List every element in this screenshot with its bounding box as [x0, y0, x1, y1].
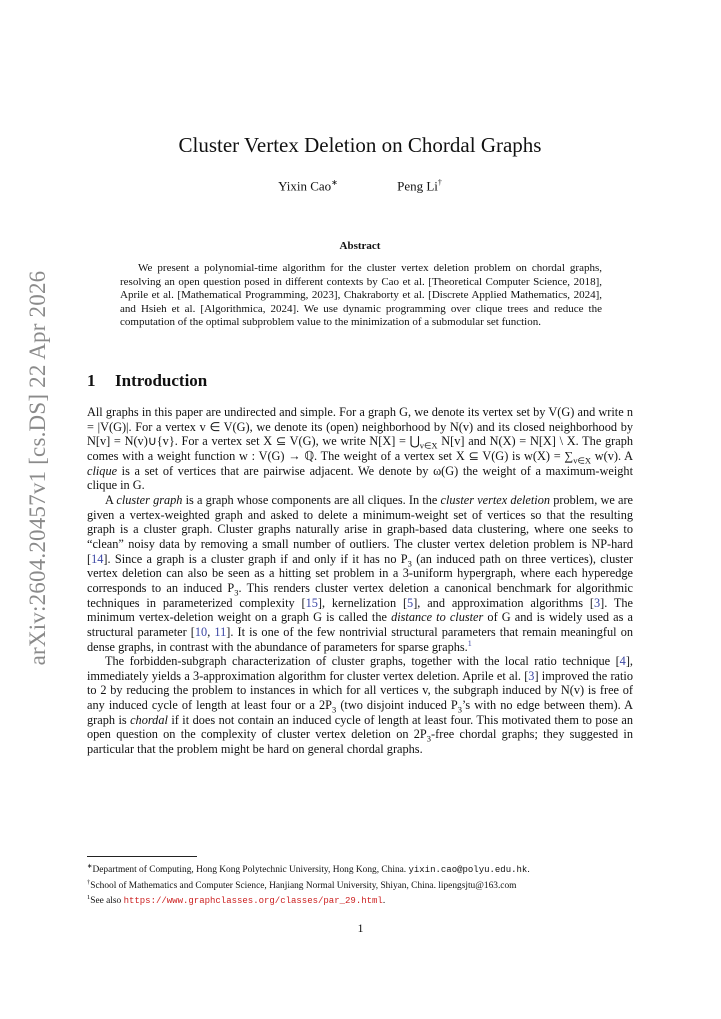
author-mark: † [437, 178, 442, 187]
footnote-text: Department of Computing, Hong Kong Polytechnic University, Hong Kong, China. [92, 865, 409, 876]
text-run: if it does not contain an induced cycle of length at least four. This motivated them to pose an open question on the complexity of cluster vertex deletion on 2P [87, 712, 633, 742]
citation-link[interactable]: 3 [593, 595, 601, 610]
citation-link[interactable]: 15 [305, 595, 318, 610]
page-number: 1 [357, 921, 364, 935]
section-title: Introduction [115, 371, 208, 390]
footnote-3 [87, 892, 647, 908]
emphasis: cluster vertex deletion [440, 492, 551, 507]
text-run: , [207, 624, 215, 639]
citation-link[interactable]: 10 [194, 624, 208, 639]
text-run: of G and is widely used as a structural parameter [ [87, 610, 633, 639]
citation-link[interactable]: 4 [619, 654, 626, 669]
citation-link[interactable]: 5 [407, 595, 414, 610]
subscript: 3 [234, 587, 239, 598]
paragraph-1 [87, 405, 633, 493]
subscript: 3 [426, 733, 432, 744]
footnote-mark: 1 [87, 894, 91, 902]
footnote-mark: ∗ [87, 863, 93, 870]
text-run: ] improved the ratio to 2 by reducing the problem to instances in which for all vertices v, the subgraph induced by N(v) is free of any induced cycle of length at least four or a 2P [87, 668, 633, 713]
footnote-ref[interactable]: 1 [467, 638, 472, 648]
arxiv-identifier: arXiv:2604.20457v1 [cs.DS] 22 Apr 2026 [25, 270, 50, 666]
author-2 [397, 178, 442, 194]
subscript: 3 [457, 704, 463, 715]
text-run: ]. The minimum vertex-deletion weight on a graph G is called the [87, 595, 634, 625]
abstract-text: We present a polynomial-time algorithm for the cluster vertex deletion problem on chordal graphs, resolving an open question posed in different contexts by Cao et al. [Theoretical Computer Science, 2018], Aprile et al. [Mathematical Programming, 2023], Chakraborty et al. [Discrete Applied Mathematics, 2024], and Hsieh et al. [Algorithmica, 2024]. We use dynamic programming over clique trees and reduce the computation of the optimal subproblem value to the minimization of a submodular set function. [120, 262, 602, 329]
footnote-text: . [382, 896, 386, 907]
text-run: is a set of vertices that are pairwise adjacent. We denote by ω(G) the weight of a maximum-weight clique in G. [87, 463, 633, 493]
footnote-text: . [527, 865, 530, 876]
citation-link[interactable]: 11 [214, 624, 227, 639]
emphasis: distance to cluster [391, 610, 484, 625]
url-link[interactable]: https://www.graphclasses.org/classes/par_29.html [123, 896, 383, 907]
footnotes [87, 861, 647, 908]
text-run: A [105, 492, 117, 507]
subscript: 3 [407, 558, 412, 569]
subscript: 3 [331, 704, 337, 715]
paper-title: Cluster Vertex Deletion on Chordal Graphs [178, 133, 542, 157]
paragraph-3 [87, 654, 633, 757]
text-run: problem, we are given a vertex-weighted graph and asked to delete a minimum-weight set of vertices so that the resulting graph is a cluster graph. Cluster graphs naturally arise in graph-based data clustering, where one seeks to “clean” noisy data by removing a small number of outliers. The cluster vertex deletion problem is NP-hard [ [87, 492, 634, 566]
citation-link[interactable]: 14 [91, 551, 104, 566]
emphasis: clique [87, 463, 118, 478]
author-list [87, 178, 633, 194]
text-run: (an induced path on three vertices), cluster vertex deletion can also be seen as a hitting set problem in a 3-uniform hypergraph, where each hyperedge corresponds to an induced P [87, 551, 634, 595]
subscript: v∈X [573, 455, 591, 466]
footnote-text: See also [90, 896, 124, 907]
subscript: v∈X [419, 440, 438, 451]
intro-body [87, 405, 633, 757]
text-run: ]. Since a graph is a cluster graph if and only if it has no P [103, 551, 408, 566]
arxiv-sidebar [0, 0, 76, 1019]
text-run: (two disjoint induced P [336, 698, 458, 713]
footnote-2 [87, 877, 647, 893]
footnote-text: School of Mathematics and Computer Science, Hanjiang Normal University, Shiyan, China. lipengsjtu@163.com [90, 880, 517, 891]
text-run: is a graph whose components are all cliques. In the [182, 492, 441, 507]
author-mark: ∗ [331, 178, 338, 187]
abstract-heading: Abstract [339, 240, 381, 252]
emphasis: cluster graph [116, 492, 183, 507]
text-run: -free chordal graphs; they suggested in particular that the problem might be hard on general chordal graphs. [87, 727, 633, 757]
section-heading [87, 371, 207, 391]
section-number: 1 [87, 371, 96, 390]
citation-link[interactable]: 3 [528, 668, 535, 683]
text-run: The forbidden-subgraph characterization of cluster graphs, together with the local ratio technique [ [105, 654, 620, 669]
text-run: All graphs in this paper are undirected and simple. For a graph G, we denote its vertex set by V(G) and write n = |V(G)|. For a vertex v ∈ V(G), we denote its (open) neighborhood by N(v) and its closed neighborhood by N[v] = N(v)∪{v}. For a vertex set X ⊆ V(G), we write N[X] = ⋃ [87, 405, 633, 449]
email-link[interactable]: yixin.cao@polyu.edu.hk [408, 865, 528, 876]
footnote-mark: † [87, 878, 91, 886]
text-run: ’s with no edge between them). A graph is [87, 698, 633, 727]
author-1 [278, 178, 338, 194]
text-run: ], and approximation algorithms [ [413, 595, 594, 610]
text-run: ], immediately yields a 3-approximation algorithm for cluster vertex deletion. Aprile et al. [ [87, 654, 633, 683]
text-run: N[v] and N(X) = N[X] \ X. The graph comes with a weight function w : V(G) → ℚ. The weight of a vertex set X ⊆ V(G) is w(X) = ∑ [87, 434, 633, 463]
text-run: w(v). A [590, 448, 633, 463]
author-name: Peng Li [397, 178, 438, 194]
text-run: ], kernelization [ [317, 595, 408, 610]
emphasis: chordal [130, 712, 168, 727]
text-run: . This renders cluster vertex deletion a canonical benchmark for algorithmic techniques in parameterized complexity [ [87, 580, 633, 610]
paragraph-2 [87, 493, 633, 654]
author-name: Yixin Cao [278, 178, 332, 194]
footnote-1 [87, 861, 647, 877]
text-run: ]. It is one of the few nontrivial structural parameters that remain meaningful on dense graphs, in contrast with the abundance of parameters for sparse graphs. [87, 624, 633, 654]
footnote-divider [87, 856, 197, 857]
